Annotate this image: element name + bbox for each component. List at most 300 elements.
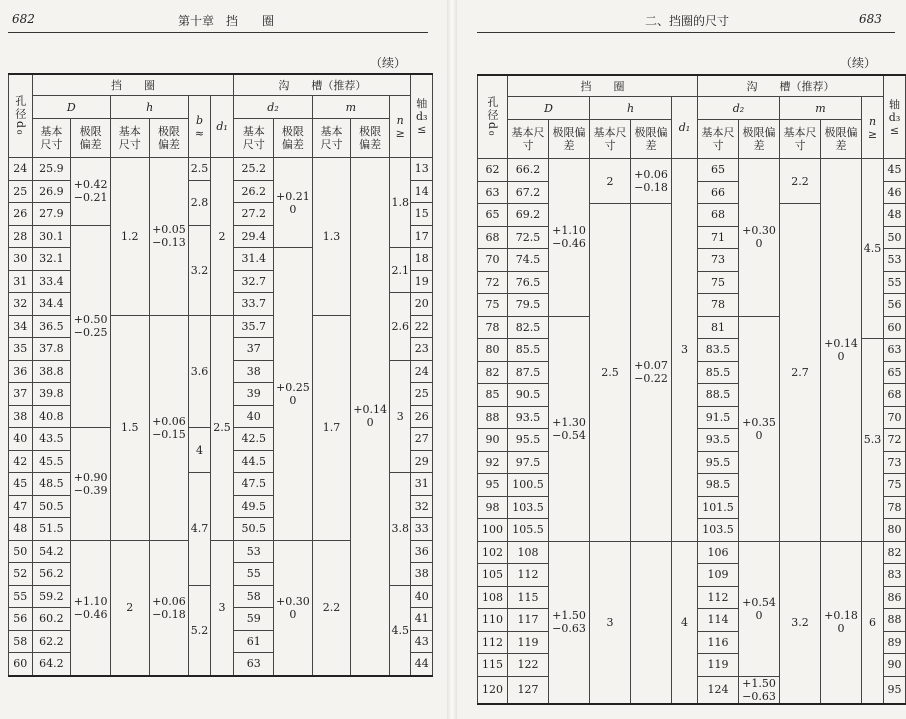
b-cell: 2.5 <box>189 158 210 181</box>
D_tol-cell: +1.10 −0.46 <box>71 540 111 676</box>
m-header: m <box>780 97 862 120</box>
D-cell: 25.9 <box>32 158 71 181</box>
d2-cell: 33.7 <box>234 293 274 316</box>
d0-cell: 115 <box>478 654 508 677</box>
d0-cell: 48 <box>9 518 33 541</box>
d3-cell: 56 <box>884 294 906 317</box>
D-cell: 105.5 <box>508 519 549 542</box>
d0-cell: 47 <box>9 495 33 518</box>
d2-cell: 55 <box>234 563 274 586</box>
d2-cell: 73 <box>698 249 739 272</box>
m-cell: 1.3 <box>312 158 351 316</box>
d0-cell: 34 <box>9 315 33 338</box>
D-cell: 93.5 <box>508 406 549 429</box>
d0-cell: 38 <box>9 405 33 428</box>
limit-deviation-header: 极限偏差 <box>149 119 189 158</box>
h-cell: 2 <box>110 540 149 676</box>
n-cell: 6 <box>862 541 884 704</box>
n-cell: 1.8 <box>389 158 410 248</box>
d2-cell: 114 <box>698 609 739 632</box>
d0-cell: 75 <box>478 294 508 317</box>
d2-cell: 116 <box>698 631 739 654</box>
d1-cell: 2 <box>210 158 234 316</box>
d2-cell: 40 <box>234 405 274 428</box>
d3-cell: 23 <box>411 338 433 361</box>
D-cell: 30.1 <box>32 225 71 248</box>
d0-cell: 45 <box>9 473 33 496</box>
d0-cell: 52 <box>9 563 33 586</box>
d2-cell: 81 <box>698 316 739 339</box>
d3-cell: 70 <box>884 406 906 429</box>
d2-cell: 50.5 <box>234 518 274 541</box>
d2-cell: 98.5 <box>698 474 739 497</box>
shaft-header-shaft: 轴 <box>416 96 428 110</box>
d2-cell: 63 <box>234 653 274 676</box>
d0-cell: 50 <box>9 540 33 563</box>
d3-cell: 72 <box>884 429 906 452</box>
d3-cell: 25 <box>411 383 433 406</box>
d3-cell: 24 <box>411 360 433 383</box>
d2-cell: 39 <box>234 383 274 406</box>
d2-cell: 119 <box>698 654 739 677</box>
n-cell: 4.5 <box>862 159 884 339</box>
h-cell: 2.5 <box>590 204 631 542</box>
h_tol-cell <box>631 541 672 704</box>
d0-cell: 112 <box>478 631 508 654</box>
d2-cell: 88.5 <box>698 384 739 407</box>
d0-cell: 80 <box>478 339 508 362</box>
d0-cell: 68 <box>478 226 508 249</box>
d2-cell: 68 <box>698 204 739 227</box>
m-header: m <box>312 96 389 119</box>
m-cell: 3.2 <box>780 541 821 704</box>
D-cell: 95.5 <box>508 429 549 452</box>
d0-cell: 30 <box>9 248 33 271</box>
d3-cell: 89 <box>884 631 906 654</box>
limit-deviation-header: 极限偏差 <box>71 119 111 158</box>
d3-cell: 14 <box>411 180 433 203</box>
D-cell: 62.2 <box>32 630 71 653</box>
d3-cell: 68 <box>884 384 906 407</box>
shaft-header <box>884 75 906 159</box>
d2-cell: 29.4 <box>234 225 274 248</box>
d0-cell: 82 <box>478 361 508 384</box>
retainer-header: 挡 圈 <box>32 74 234 96</box>
d2_tol-cell: +0.35 0 <box>739 316 780 541</box>
header-rule-left <box>8 32 428 33</box>
d2-cell: 103.5 <box>698 519 739 542</box>
n-header <box>862 97 884 159</box>
D-cell: 112 <box>508 564 549 587</box>
D-cell: 82.5 <box>508 316 549 339</box>
d0-cell: 42 <box>9 450 33 473</box>
d3-cell: 15 <box>411 203 433 226</box>
D-cell: 69.2 <box>508 204 549 227</box>
D-cell: 34.4 <box>32 293 71 316</box>
b-cell: 2.8 <box>189 180 210 225</box>
d2-cell: 75 <box>698 271 739 294</box>
d3-cell: 86 <box>884 586 906 609</box>
D_tol-cell: +0.90 −0.39 <box>71 428 111 541</box>
shaft-header-shaft_ineq: ≤ <box>417 122 427 136</box>
d0-cell: 105 <box>478 564 508 587</box>
d0-cell: 58 <box>9 630 33 653</box>
D-cell: 79.5 <box>508 294 549 317</box>
left-dimension-table <box>8 73 433 677</box>
d0-cell: 56 <box>9 608 33 631</box>
m_tol-cell: +0.18 0 <box>821 541 862 704</box>
n-ineq: ≥ <box>395 126 405 140</box>
D_tol-cell: +0.42 −0.21 <box>71 158 111 226</box>
d0-cell: 102 <box>478 541 508 564</box>
d2_tol-cell: +0.30 0 <box>274 540 313 676</box>
d2-cell: 101.5 <box>698 496 739 519</box>
right-dimension-table <box>477 74 906 705</box>
d0-cell: 62 <box>478 159 508 182</box>
section-title: 二、挡圈的尺寸 <box>645 14 730 28</box>
d2-cell: 65 <box>698 159 739 182</box>
D_tol-cell: +1.50 −0.63 <box>549 541 590 704</box>
D-cell: 115 <box>508 586 549 609</box>
d3-cell: 60 <box>884 316 906 339</box>
d3-cell: 83 <box>884 564 906 587</box>
d2_tol-cell: +1.50 −0.63 <box>739 676 780 704</box>
D-cell: 43.5 <box>32 428 71 451</box>
D-cell: 85.5 <box>508 339 549 362</box>
D-cell: 127 <box>508 676 549 704</box>
D-cell: 32.1 <box>32 248 71 271</box>
shaft-header-shaft_sym: d₃ <box>416 109 428 123</box>
D-cell: 37.8 <box>32 338 71 361</box>
d2_tol-cell: +0.54 0 <box>739 541 780 676</box>
d3-cell: 18 <box>411 248 433 271</box>
shaft-header-shaft: 轴 <box>889 97 901 111</box>
d3-cell: 63 <box>884 339 906 362</box>
basic-size-header: 基本尺寸 <box>312 119 351 158</box>
right-page <box>455 0 900 719</box>
d2-cell: 27.2 <box>234 203 274 226</box>
d0-cell: 95 <box>478 474 508 497</box>
b-cell: 5.2 <box>189 585 210 676</box>
d3-cell: 48 <box>884 204 906 227</box>
table-row <box>9 158 433 181</box>
D-cell: 103.5 <box>508 496 549 519</box>
D-cell: 108 <box>508 541 549 564</box>
d0-cell: 26 <box>9 203 33 226</box>
d2_tol-cell: +0.30 0 <box>739 159 780 317</box>
d3-cell: 38 <box>411 563 433 586</box>
d3-cell: 65 <box>884 361 906 384</box>
shaft-header-shaft_ineq: ≤ <box>889 123 900 137</box>
D-cell: 87.5 <box>508 361 549 384</box>
page-number-left: 682 <box>12 12 35 26</box>
d2-cell: 26.2 <box>234 180 274 203</box>
D-cell: 117 <box>508 609 549 632</box>
d2-cell: 42.5 <box>234 428 274 451</box>
d2-header: d₂ <box>234 96 312 119</box>
d0-cell: 32 <box>9 293 33 316</box>
d0-cell: 60 <box>9 653 33 676</box>
d0-cell: 63 <box>478 181 508 204</box>
limit-deviation-header: 极限偏差 <box>821 120 862 159</box>
n-header <box>389 96 410 158</box>
h-cell: 3 <box>590 541 631 704</box>
D-cell: 54.2 <box>32 540 71 563</box>
d0-cell: 25 <box>9 180 33 203</box>
basic-size-header: 基本尺寸 <box>110 119 149 158</box>
h-cell: 1.5 <box>110 315 149 540</box>
continued-label-left: （续） <box>370 56 407 70</box>
d2-cell: 44.5 <box>234 450 274 473</box>
page-number-right: 683 <box>859 12 882 26</box>
D-cell: 48.5 <box>32 473 71 496</box>
D-cell: 59.2 <box>32 585 71 608</box>
m_tol-cell: +0.14 0 <box>351 158 390 676</box>
n-cell: 2.6 <box>389 293 410 361</box>
n-cell: 3 <box>389 360 410 473</box>
d2-cell: 93.5 <box>698 429 739 452</box>
d2-cell: 53 <box>234 540 274 563</box>
D-cell: 90.5 <box>508 384 549 407</box>
d2-cell: 61 <box>234 630 274 653</box>
basic-size-header: 基本尺寸 <box>508 120 549 159</box>
d3-cell: 90 <box>884 654 906 677</box>
D-cell: 51.5 <box>32 518 71 541</box>
h_tol-cell: +0.05 −0.13 <box>149 158 189 316</box>
basic-size-header: 基本尺寸 <box>698 120 739 159</box>
d3-cell: 29 <box>411 450 433 473</box>
d3-cell: 50 <box>884 226 906 249</box>
d2-cell: 25.2 <box>234 158 274 181</box>
n-cell: 3.8 <box>389 473 410 586</box>
bore-header: 孔径d₀ <box>9 74 33 158</box>
d2-cell: 78 <box>698 294 739 317</box>
d1-cell: 4 <box>672 541 698 704</box>
d0-cell: 40 <box>9 428 33 451</box>
b-header <box>189 96 210 158</box>
h-cell: 1.2 <box>110 158 149 316</box>
D-cell: 72.5 <box>508 226 549 249</box>
m-cell: 2.2 <box>780 159 821 204</box>
d0-cell: 36 <box>9 360 33 383</box>
d0-cell: 78 <box>478 316 508 339</box>
D-cell: 64.2 <box>32 653 71 676</box>
d3-cell: 80 <box>884 519 906 542</box>
d1-header: d₁ <box>672 97 698 159</box>
D-cell: 26.9 <box>32 180 71 203</box>
d2-cell: 91.5 <box>698 406 739 429</box>
d3-cell: 95 <box>884 676 906 704</box>
D-cell: 122 <box>508 654 549 677</box>
d3-cell: 75 <box>884 474 906 497</box>
h_tol-cell: +0.07 −0.22 <box>631 204 672 542</box>
d0-cell: 120 <box>478 676 508 704</box>
d2-cell: 85.5 <box>698 361 739 384</box>
continued-label-right: （续） <box>840 56 877 70</box>
left-page <box>0 0 448 719</box>
d3-cell: 26 <box>411 405 433 428</box>
h-cell: 2 <box>590 159 631 204</box>
D-cell: 76.5 <box>508 271 549 294</box>
d3-cell: 78 <box>884 496 906 519</box>
D-header: D <box>508 97 590 120</box>
d3-cell: 88 <box>884 609 906 632</box>
d2-cell: 71 <box>698 226 739 249</box>
d2-cell: 83.5 <box>698 339 739 362</box>
d2-cell: 58 <box>234 585 274 608</box>
b-symbol: b <box>196 113 204 127</box>
groove-header: 沟 槽（推荐） <box>698 75 884 97</box>
shaft-header-shaft_sym: d₃ <box>888 110 901 124</box>
d0-cell: 37 <box>9 383 33 406</box>
d3-cell: 27 <box>411 428 433 451</box>
n-cell: 4.5 <box>389 585 410 676</box>
D-cell: 33.4 <box>32 270 71 293</box>
h_tol-cell: +0.06 −0.15 <box>149 315 189 540</box>
table-row <box>478 159 906 182</box>
h-header: h <box>590 97 672 120</box>
d2-cell: 37 <box>234 338 274 361</box>
basic-size-header: 基本尺寸 <box>590 120 631 159</box>
D-cell: 50.5 <box>32 495 71 518</box>
limit-deviation-header: 极限偏差 <box>739 120 780 159</box>
d2-cell: 112 <box>698 586 739 609</box>
d3-cell: 33 <box>411 518 433 541</box>
d3-cell: 36 <box>411 540 433 563</box>
d2-cell: 35.7 <box>234 315 274 338</box>
d2_tol-cell: +0.25 0 <box>274 248 313 541</box>
D-cell: 74.5 <box>508 249 549 272</box>
groove-header: 沟 槽（推荐） <box>234 74 411 96</box>
d3-cell: 22 <box>411 315 433 338</box>
d3-cell: 43 <box>411 630 433 653</box>
d2-cell: 66 <box>698 181 739 204</box>
d2-cell: 106 <box>698 541 739 564</box>
limit-deviation-header: 极限偏差 <box>274 119 313 158</box>
m-cell: 2.7 <box>780 204 821 542</box>
d1-cell: 3 <box>672 159 698 542</box>
d2-header: d₂ <box>698 97 780 120</box>
d2-cell: 59 <box>234 608 274 631</box>
D-cell: 38.8 <box>32 360 71 383</box>
D-cell: 27.9 <box>32 203 71 226</box>
basic-size-header: 基本尺寸 <box>234 119 274 158</box>
basic-size-header: 基本尺寸 <box>780 120 821 159</box>
n-symbol: n <box>868 114 877 128</box>
d2-cell: 47.5 <box>234 473 274 496</box>
d3-cell: 55 <box>884 271 906 294</box>
d3-cell: 53 <box>884 249 906 272</box>
h-header: h <box>110 96 188 119</box>
d0-cell: 88 <box>478 406 508 429</box>
d2-cell: 109 <box>698 564 739 587</box>
d2_tol-cell: +0.21 0 <box>274 158 313 248</box>
b-cell: 4 <box>189 428 210 473</box>
n-symbol: n <box>396 113 404 127</box>
retainer-header: 挡 圈 <box>508 75 698 97</box>
D-cell: 45.5 <box>32 450 71 473</box>
b-approx: ≈ <box>194 126 205 140</box>
D-cell: 40.8 <box>32 405 71 428</box>
d0-cell: 70 <box>478 249 508 272</box>
D-cell: 66.2 <box>508 159 549 182</box>
limit-deviation-header: 极限偏差 <box>631 120 672 159</box>
d3-cell: 19 <box>411 270 433 293</box>
d3-cell: 44 <box>411 653 433 676</box>
d0-cell: 85 <box>478 384 508 407</box>
d0-cell: 92 <box>478 451 508 474</box>
d3-cell: 46 <box>884 181 906 204</box>
d0-cell: 110 <box>478 609 508 632</box>
shaft-header <box>411 74 433 158</box>
d3-cell: 17 <box>411 225 433 248</box>
m_tol-cell: +0.14 0 <box>821 159 862 542</box>
n-ineq: ≥ <box>867 127 878 141</box>
d0-cell: 24 <box>9 158 33 181</box>
d2-cell: 124 <box>698 676 739 704</box>
m-cell: 2.2 <box>312 540 351 676</box>
d2-cell: 31.4 <box>234 248 274 271</box>
b-cell: 4.7 <box>189 473 210 586</box>
d3-cell: 32 <box>411 495 433 518</box>
d0-cell: 90 <box>478 429 508 452</box>
b-cell: 3.6 <box>189 315 210 428</box>
D_tol-cell: +0.50 −0.25 <box>71 225 111 428</box>
n-cell: 2.1 <box>389 248 410 293</box>
d1-cell: 2.5 <box>210 315 234 540</box>
h_tol-cell: +0.06 −0.18 <box>631 159 672 204</box>
d3-cell: 13 <box>411 158 433 181</box>
b-cell: 3.2 <box>189 225 210 315</box>
d1-cell: 3 <box>210 540 234 676</box>
d0-cell: 65 <box>478 204 508 227</box>
d0-cell: 72 <box>478 271 508 294</box>
D-cell: 97.5 <box>508 451 549 474</box>
d2-cell: 38 <box>234 360 274 383</box>
limit-deviation-header: 极限偏差 <box>549 120 590 159</box>
D-cell: 56.2 <box>32 563 71 586</box>
d0-cell: 28 <box>9 225 33 248</box>
D-cell: 100.5 <box>508 474 549 497</box>
d0-cell: 55 <box>9 585 33 608</box>
d1-header: d₁ <box>210 96 234 158</box>
d0-cell: 35 <box>9 338 33 361</box>
d0-cell: 98 <box>478 496 508 519</box>
table-row <box>478 541 906 564</box>
D-cell: 119 <box>508 631 549 654</box>
d0-cell: 108 <box>478 586 508 609</box>
d2-cell: 49.5 <box>234 495 274 518</box>
header-rule-right <box>477 32 895 33</box>
m-cell: 1.7 <box>312 315 351 540</box>
D-cell: 39.8 <box>32 383 71 406</box>
D-cell: 36.5 <box>32 315 71 338</box>
n-cell: 5.3 <box>862 339 884 542</box>
bore-header: 孔径d₀ <box>478 75 508 159</box>
d3-cell: 20 <box>411 293 433 316</box>
h_tol-cell: +0.06 −0.18 <box>149 540 189 676</box>
D_tol-cell: +1.30 −0.54 <box>549 316 590 541</box>
d3-cell: 41 <box>411 608 433 631</box>
chapter-title: 第十章 挡 圈 <box>178 14 275 28</box>
limit-deviation-header: 极限偏差 <box>351 119 390 158</box>
d3-cell: 31 <box>411 473 433 496</box>
d3-cell: 82 <box>884 541 906 564</box>
D-cell: 60.2 <box>32 608 71 631</box>
d0-cell: 31 <box>9 270 33 293</box>
d2-cell: 32.7 <box>234 270 274 293</box>
d3-cell: 45 <box>884 159 906 182</box>
